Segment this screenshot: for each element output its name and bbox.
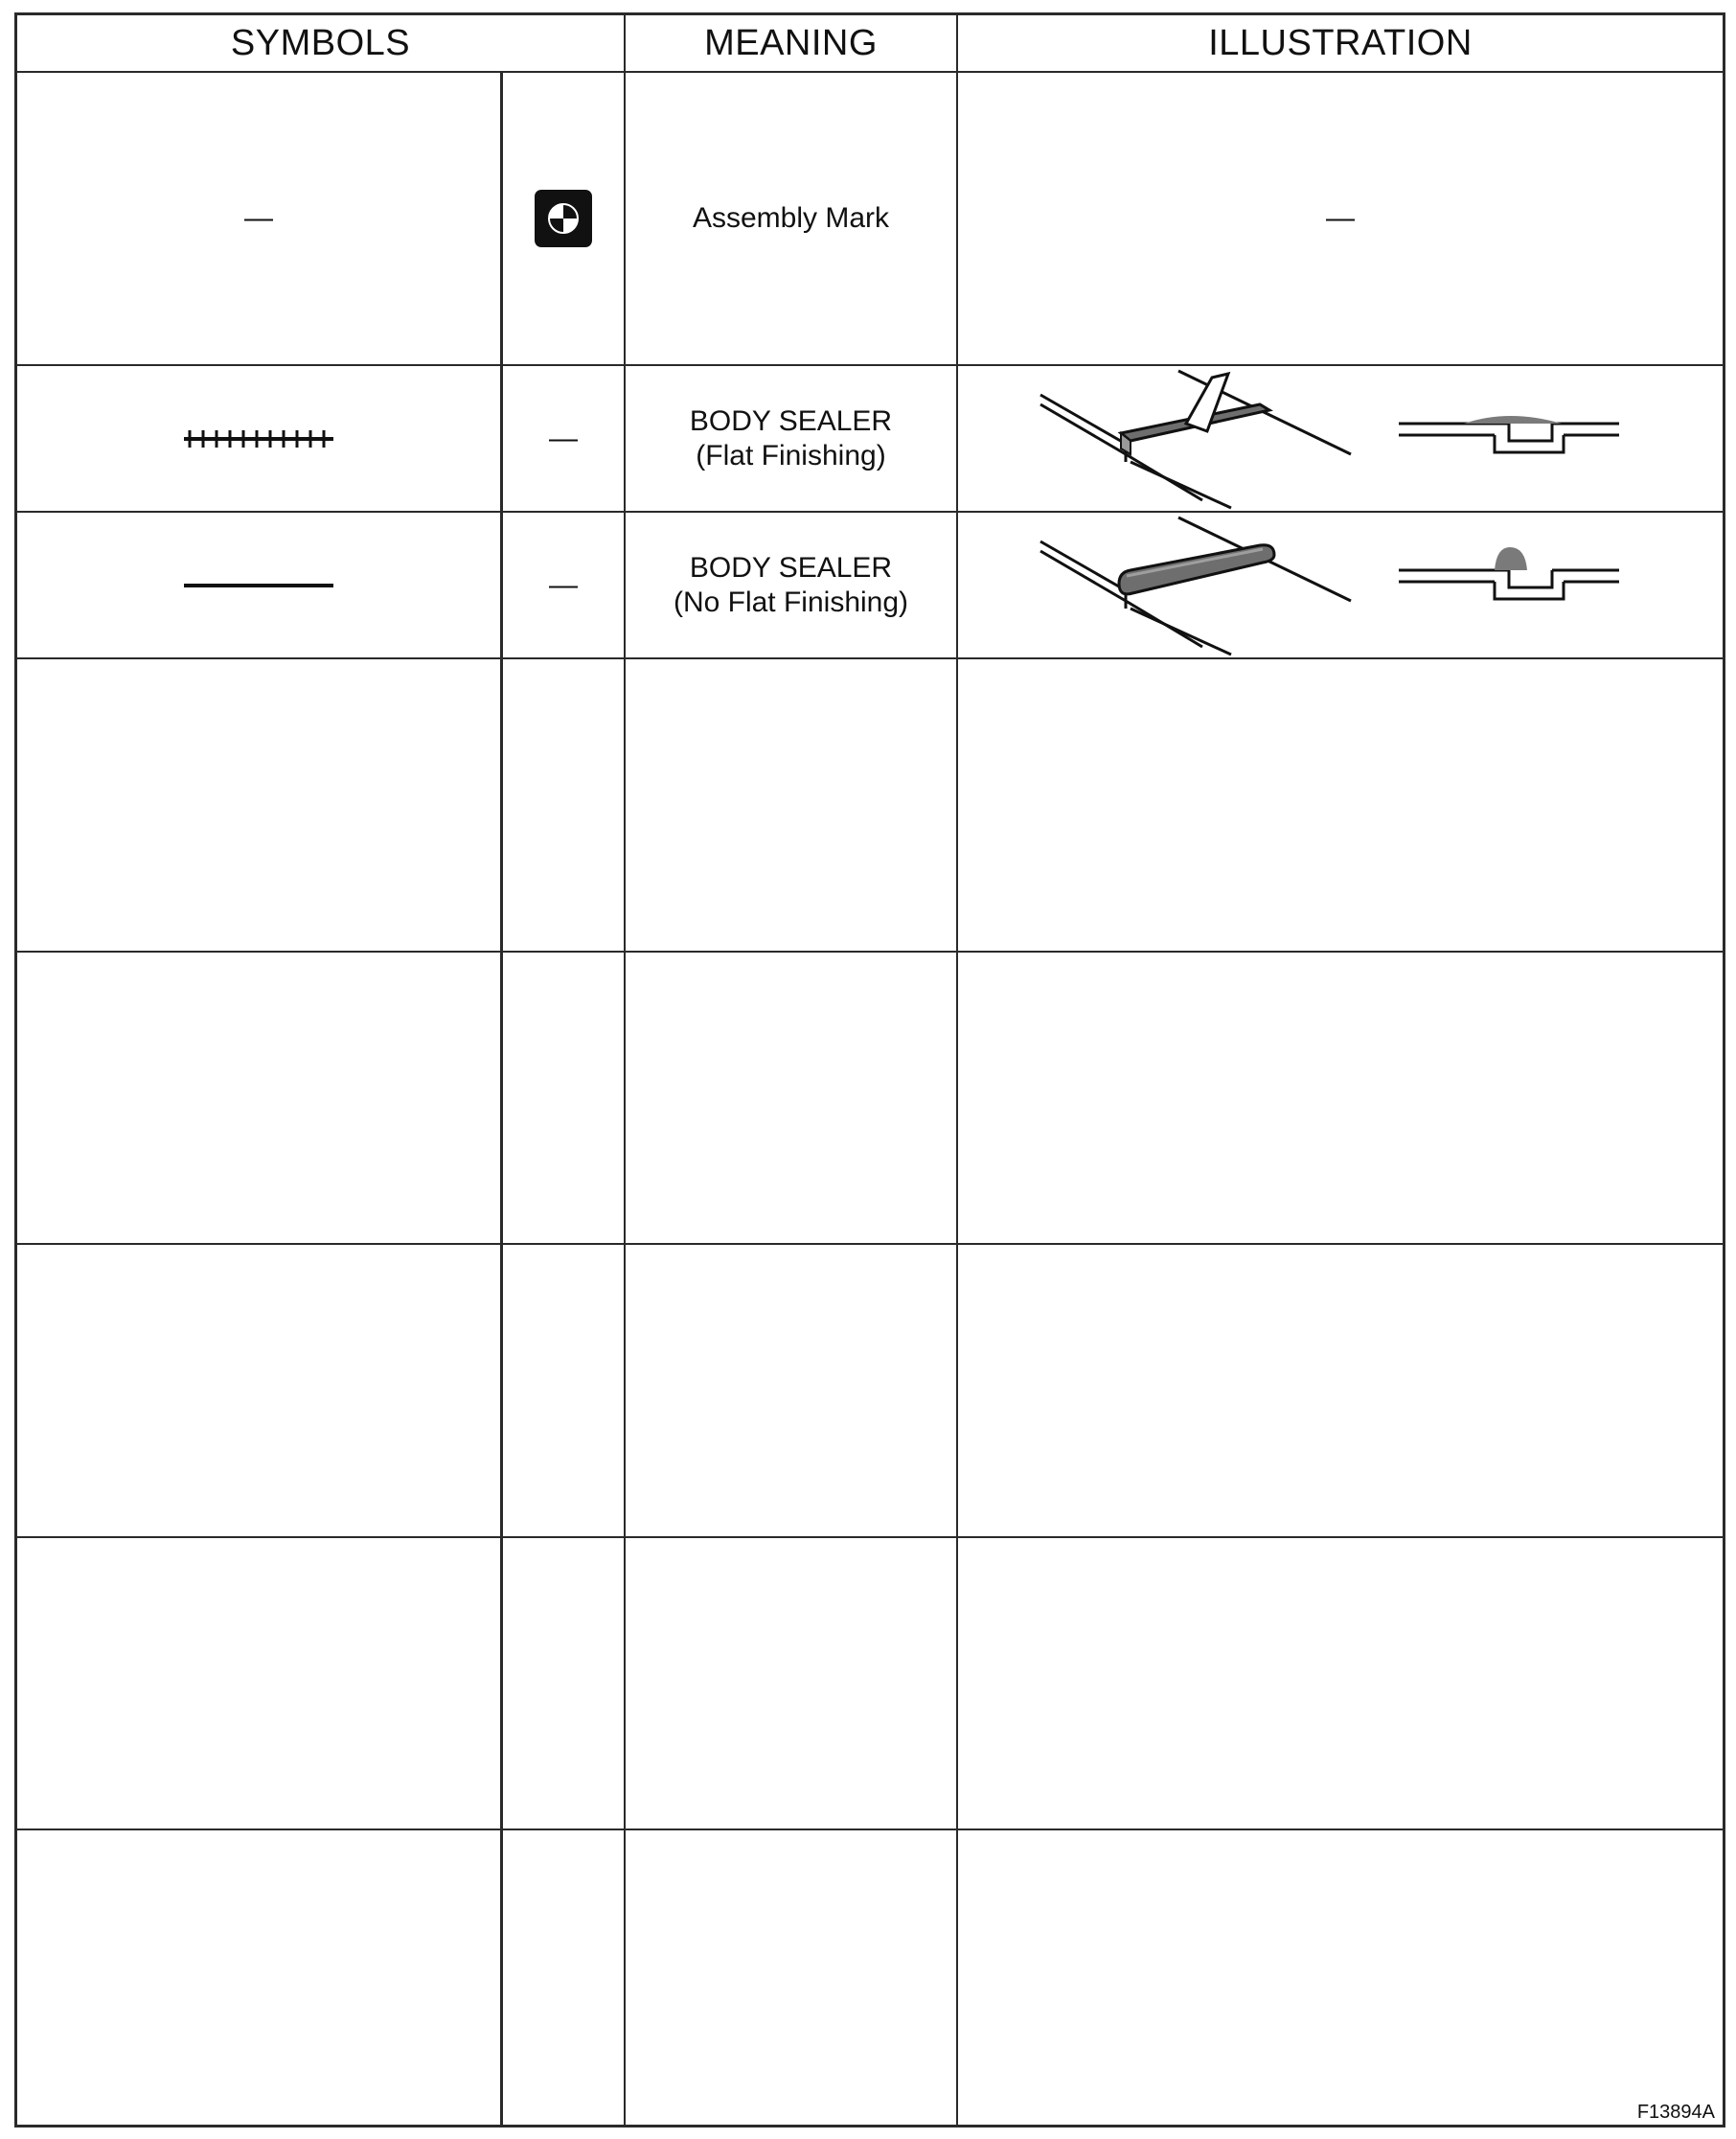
raised-sealer-illustration xyxy=(958,513,1723,657)
hatched-line-icon xyxy=(182,427,335,450)
row3-mark: — xyxy=(549,568,578,601)
row-divider xyxy=(14,1828,1725,1830)
row3-symbol xyxy=(17,513,500,657)
row-divider xyxy=(14,657,1725,659)
assembly-mark-icon xyxy=(535,190,592,247)
solid-line-icon xyxy=(182,580,335,591)
border-bottom xyxy=(14,2125,1725,2128)
row1-mark xyxy=(503,73,624,364)
header-meaning: MEANING xyxy=(704,22,878,63)
row1-meaning: Assembly Mark xyxy=(692,202,890,234)
row-divider xyxy=(14,1243,1725,1245)
header-symbols: SYMBOLS xyxy=(230,22,411,63)
row2-meaning-line1: BODY SEALER xyxy=(689,404,893,437)
row2-illustration xyxy=(958,366,1723,511)
row3-meaning xyxy=(626,513,956,657)
flat-sealer-illustration xyxy=(958,366,1723,511)
row2-meaning-line2: (Flat Finishing) xyxy=(696,439,886,472)
row1-symbol: — xyxy=(244,202,273,234)
row-divider xyxy=(14,951,1725,953)
figure-code: F13894A xyxy=(1636,2102,1715,2123)
row2-symbol xyxy=(17,366,500,511)
row3-illustration xyxy=(958,513,1723,657)
header-illustration: ILLUSTRATION xyxy=(1208,22,1473,63)
row2-meaning xyxy=(626,366,956,511)
row2-mark: — xyxy=(549,422,578,454)
row3-meaning-line2: (No Flat Finishing) xyxy=(673,586,909,618)
row3-meaning-line1: BODY SEALER xyxy=(689,551,893,584)
row1-illustration: — xyxy=(1326,202,1355,234)
row-divider xyxy=(14,1536,1725,1538)
border-right xyxy=(1723,12,1725,2128)
